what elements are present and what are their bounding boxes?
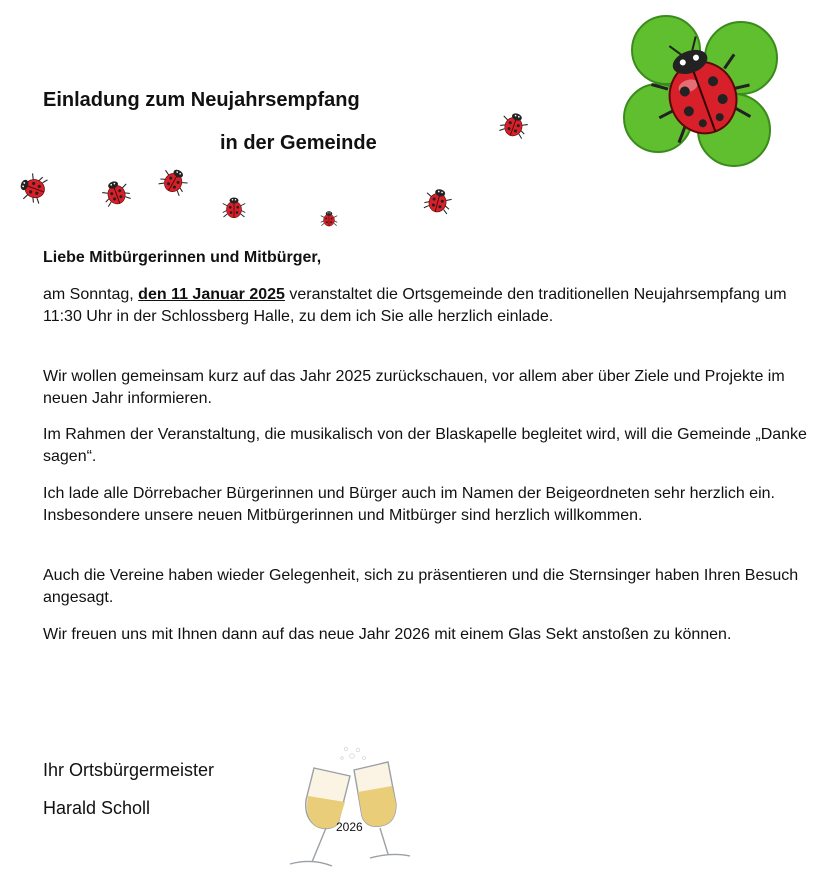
paragraph-1-text-end: veranstaltet die Ortsgemeinde den traditionellen Neujahrsempfang um 11:30 Uhr in der Schlossberg Halle, zu dem ich Sie alle herzlich einlade.: [43, 286, 787, 325]
signature-name: Harald Scholl: [43, 798, 151, 818]
title-line-2: in der Gemeinde: [220, 132, 377, 154]
ladybug-icon: [158, 166, 190, 196]
event-date: den 11 Januar 2025: [138, 286, 285, 303]
greeting: Liebe Mitbürgerinnen und Mitbürger,: [43, 249, 322, 266]
paragraph-6: Wir freuen uns mit Ihnen dann auf das neue Jahr 2026 mit einem Glas Sekt anstoßen zu können.: [43, 626, 732, 643]
ladybug-icon: [498, 110, 530, 140]
ladybug-icon: [422, 186, 454, 216]
ladybug-icon: [16, 172, 50, 204]
paragraph-2: Wir wollen gemeinsam kurz auf das Jahr 2025 zurückschauen, vor allem aber über Ziele und Projekte im neuen Jahr informieren.: [43, 368, 785, 407]
champagne-glasses-icon: [272, 740, 432, 875]
paragraph-1: [43, 284, 813, 328]
paragraph-1-text-start: am Sonntag,: [43, 286, 139, 303]
paragraph-3: Im Rahmen der Veranstaltung, die musikalisch von der Blaskapelle begleitet wird, will die Gemeinde „Danke sagen“.: [43, 426, 807, 465]
title-line-1: Einladung zum Neujahrsempfang: [43, 89, 360, 111]
ladybug-icon: [220, 194, 248, 222]
ladybug-icon: [318, 208, 340, 230]
ladybug-icon: [100, 178, 132, 208]
four-leaf-clover-with-ladybug-icon: [616, 10, 786, 175]
paragraph-4: Ich lade alle Dörrebacher Bürgerinnen und Bürger auch im Namen der Beigeordneten sehr herzlich ein. Insbesondere unsere neuen Mitbürgerinnen und Mitbürger sind herzlich willkommen.: [43, 485, 775, 524]
signature-role: Ihr Ortsbürgermeister: [43, 760, 215, 780]
paragraph-5: Auch die Vereine haben wieder Gelegenheit, sich zu präsentieren und die Sternsinger haben Ihren Besuch angesagt.: [43, 567, 799, 606]
glasses-year-label: 2026: [336, 820, 363, 834]
